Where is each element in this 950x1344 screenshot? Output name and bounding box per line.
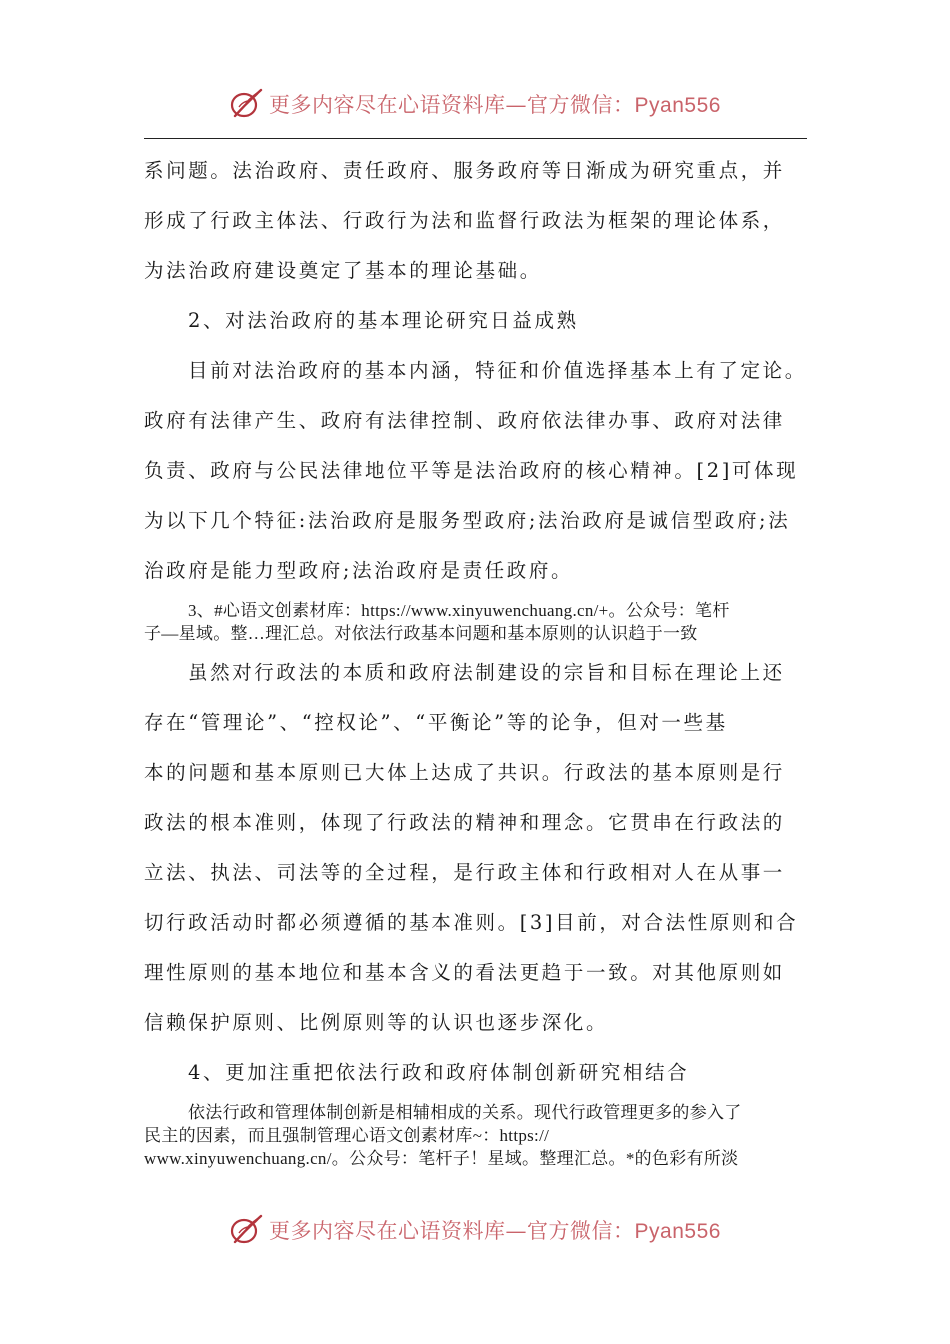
header-wechat-id: Pyan556 (634, 94, 721, 117)
text-line: 理性原则的基本地位和基本含义的看法更趋于一致。对其他原则如 (144, 961, 785, 984)
header-banner-text: 更多内容尽在心语资料库—官方微信：Pyan556 (269, 93, 721, 117)
document-body (144, 146, 807, 1170)
section-heading-2: 2、对法治政府的基本理论研究日益成熟 (188, 309, 579, 332)
text-line: 虽然对行政法的本质和政府法制建设的宗旨和目标在理论上还 (188, 661, 785, 684)
text-line: 负责、政府与公民法律地位平等是法治政府的核心精神。[2]可体现 (144, 459, 799, 482)
header-rule (144, 138, 807, 139)
text-line: 信赖保护原则、比例原则等的认识也逐步深化。 (144, 1011, 609, 1034)
text-line: 存在“管理论”、“控权论”、“平衡论”等的论争，但对一些基 (144, 711, 728, 734)
text-line: 切行政活动时都必须遵循的基本准则。[3]目前，对合法性原则和合 (144, 911, 799, 934)
text-line-small: www.xinyuwenchuang.cn/。公众号：笔杆子！星域。整理汇总。*的色彩有所淡 (144, 1149, 739, 1168)
text-line: 本的问题和基本原则已大体上达成了共识。行政法的基本原则是行 (144, 761, 785, 784)
section-heading-3-line: 子—星域。整…理汇总。对依法行政基本问题和基本原则的认识趋于一致 (144, 624, 698, 643)
text-line: 目前对法治政府的基本内涵，特征和价值选择基本上有了定论。 (188, 359, 807, 382)
text-line: 系问题。法治政府、责任政府、服务政府等日渐成为研究重点，并 (144, 159, 785, 182)
text-line: 立法、执法、司法等的全过程，是行政主体和行政相对人在从事一 (144, 861, 785, 884)
footer-banner (0, 1210, 950, 1250)
header-banner (0, 84, 950, 124)
text-line: 为以下几个特征:法治政府是服务型政府;法治政府是诚信型政府;法 (144, 509, 791, 532)
footer-banner-text: 更多内容尽在心语资料库—官方微信：Pyan556 (269, 1219, 721, 1243)
section-heading-3-line: 3、#心语文创素材库：https://www.xinyuwenchuang.cn/+。公众号：笔杆 (188, 601, 730, 620)
text-line: 为法治政府建设奠定了基本的理论基础。 (144, 259, 542, 282)
text-line: 政法的根本准则，体现了行政法的精神和理念。它贯串在行政法的 (144, 811, 785, 834)
text-line-small: 依法行政和管理体制创新是相辅相成的关系。现代行政管理更多的参入了 (188, 1103, 742, 1122)
section-heading-4: 4、更加注重把依法行政和政府体制创新研究相结合 (188, 1061, 690, 1084)
quill-pen-logo-icon (229, 1213, 263, 1247)
text-line: 治政府是能力型政府;法治政府是责任政府。 (144, 559, 574, 582)
quill-pen-logo-icon (229, 87, 263, 121)
text-line: 形成了行政主体法、行政行为法和监督行政法为框架的理论体系， (144, 209, 785, 232)
footer-wechat-id: Pyan556 (634, 1220, 721, 1243)
text-line: 政府有法律产生、政府有法律控制、政府依法律办事、政府对法律 (144, 409, 785, 432)
text-line-small: 民主的因素，而且强制管理心语文创素材库~：https:// (144, 1126, 550, 1145)
